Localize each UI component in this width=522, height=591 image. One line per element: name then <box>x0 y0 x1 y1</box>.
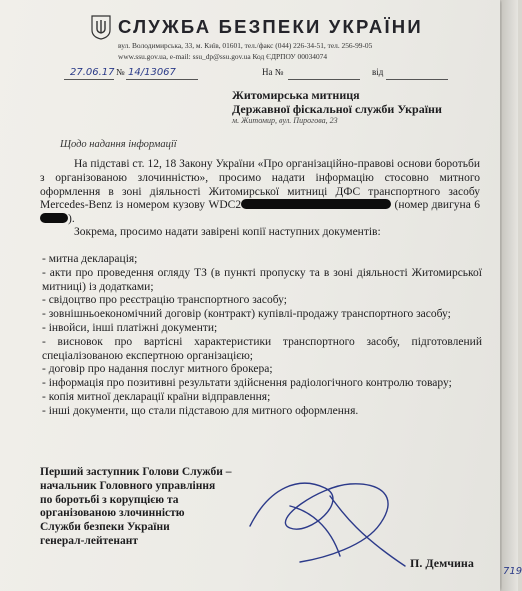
list-item: - інші документи, що стали підставою для митного оформлення. <box>42 404 359 417</box>
signatory-title <box>40 466 250 549</box>
reply-to-number-label: На № <box>262 67 284 77</box>
list-item: - митна декларація; <box>42 253 138 265</box>
signatory-title-line: Перший заступник Голови Служби – <box>40 466 232 478</box>
reply-to-date-label: від <box>372 67 384 77</box>
body-paragraph-1 <box>40 158 480 227</box>
signatory-title-line: організованою злочинністю <box>40 507 185 520</box>
signatory-title-line: Служби безпеки України <box>40 521 170 534</box>
recipient-name: Житомирська митниця <box>232 88 360 102</box>
letter-number: 14/13067 <box>128 67 176 78</box>
signatory-title-line: начальник Головного управління <box>40 479 216 492</box>
documents-list <box>42 253 482 419</box>
body-text: На підставі ст. 12, 18 Закону України «Про організаційно-правові основи боротьби з організованою злочинністю», просимо надати інформацію стосовно митного оформлення в зоні діяльності Житомирської митниці ДФС транспортного засобу Mercedes-Benz із номером кузову WDC2 <box>40 158 480 212</box>
recipient-service: Державної фіскальної служби України <box>232 102 442 116</box>
signatory-title-line: генерал-лейтенант <box>40 534 139 547</box>
trident-emblem-icon <box>90 14 112 40</box>
list-item: - свідоцтво про реєстрацію транспортного засобу; <box>42 294 287 307</box>
list-item: - інвойси, інші платіжні документи; <box>42 321 218 334</box>
recipient-address: м. Житомир, вул. Пирогова, 23 <box>232 116 338 125</box>
list-item: - договір про надання послуг митного брокера; <box>42 363 273 376</box>
margin-note: 719 <box>503 566 522 577</box>
list-item: - інформація про позитивні результати здійснення радіологічного контролю товару; <box>42 377 452 390</box>
letter-date: 27.06.17 <box>70 67 115 78</box>
signer-name: П. Демчина <box>410 556 474 570</box>
body-paragraph-2: Зокрема, просимо надати завірені копії наступних документів: <box>74 226 381 238</box>
signatory-title-line: по боротьбі з корупцією та <box>40 493 179 506</box>
list-item: - висновок про вартісні характеристики транспортного засобу, підготовлений спеціалізованою експертною організацією; <box>42 335 482 362</box>
list-item: - зовнішньоекономічний договір (контракт) купівлі-продажу транспортного засобу; <box>42 308 451 321</box>
body-text: ). <box>68 213 75 226</box>
list-item: - копія митної декларації країни відправлення; <box>42 390 271 403</box>
handwritten-signature <box>230 466 420 576</box>
redacted-engine-number <box>40 213 68 223</box>
list-item: - акти про проведення огляду ТЗ (в пункті пропуску та в зоні діяльності Житомирської митниці) із додатками; <box>42 266 482 293</box>
org-address: вул. Володимирська, 33, м. Київ, 01601, тел./факс (044) 226-34-51, тел. 256-99-05 <box>118 41 373 50</box>
org-contacts: www.ssu.gov.ua, e-mail: ssu_dp@ssu.gov.ua Код ЄДРПОУ 00034074 <box>118 52 328 61</box>
letter-number-label: № <box>116 67 125 77</box>
redacted-vin <box>241 199 391 209</box>
subject-line: Щодо надання інформації <box>60 139 177 150</box>
org-title: СЛУЖБА БЕЗПЕКИ УКРАЇНИ <box>118 16 423 37</box>
page-edge <box>502 0 518 591</box>
body-text: (номер двигуна 6 <box>391 199 480 212</box>
